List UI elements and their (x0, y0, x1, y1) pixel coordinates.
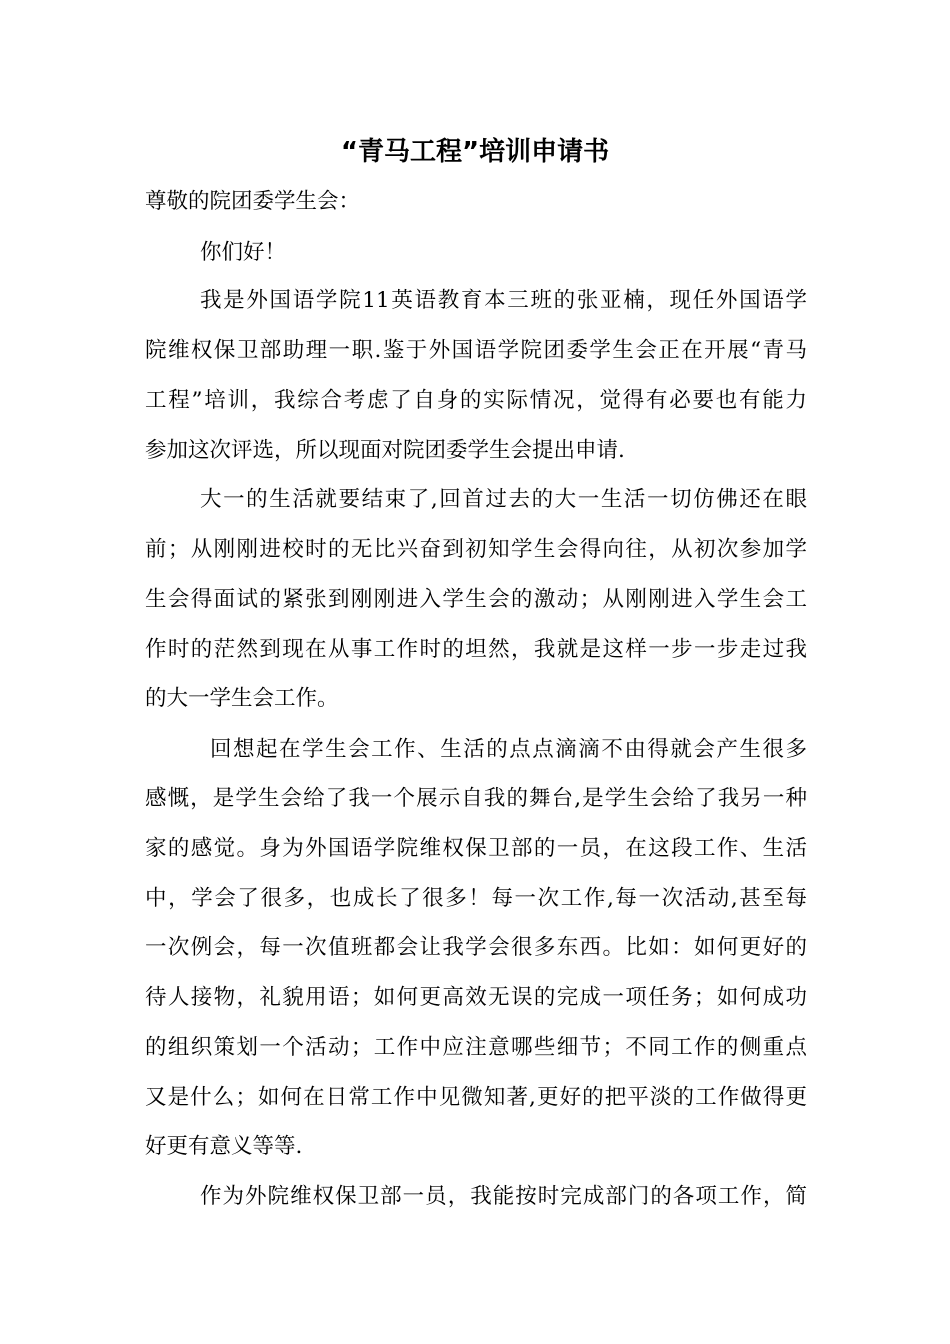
paragraph-3-line-1: 回想起在学生会工作、生活的点点滴滴不由得就会产生很多 (210, 737, 807, 762)
paragraph-2-line-5: 的大一学生会工作。 (145, 686, 339, 711)
paragraph-3-line-8: 又是什么；如何在日常工作中见微知著,更好的把平淡的工作做得更 (145, 1085, 807, 1110)
paragraph-3-line-7: 的组织策划一个活动；工作中应注意哪些细节；不同工作的侧重点 (145, 1035, 807, 1060)
paragraph-3-line-2: 感慨，是学生会给了我一个展示自我的舞台,是学生会给了我另一种 (145, 786, 807, 811)
greeting: 你们好！ (200, 240, 287, 265)
document-title: “青马工程”培训申请书 (340, 137, 610, 167)
paragraph-3-line-9: 好更有意义等等. (145, 1134, 303, 1159)
paragraph-3-line-3: 家的感觉。身为外国语学院维权保卫部的一员，在这段工作、生活 (145, 836, 807, 861)
paragraph-3-line-5: 一次例会，每一次值班都会让我学会很多东西。比如：如何更好的 (145, 935, 807, 960)
paragraph-2-line-4: 作时的茫然到现在从事工作时的坦然，我就是这样一步一步走过我 (145, 637, 807, 662)
paragraph-1-line-4: 参加这次评选，所以现面对院团委学生会提出申请. (145, 438, 625, 463)
paragraph-3-line-4: 中，学会了很多，也成长了很多！每一次工作,每一次活动,甚至每 (145, 886, 807, 911)
paragraph-2-line-1: 大一的生活就要结束了,回首过去的大一生活一切仿佛还在眼 (200, 487, 807, 512)
paragraph-3-line-6: 待人接物，礼貌用语；如何更高效无误的完成一项任务；如何成功 (145, 985, 807, 1010)
paragraph-2-line-3: 生会得面试的紧张到刚刚进入学生会的激动；从刚刚进入学生会工 (145, 587, 807, 612)
paragraph-4-line-1: 作为外院维权保卫部一员，我能按时完成部门的各项工作，简 (200, 1184, 807, 1209)
salutation: 尊敬的院团委学生会： (145, 189, 361, 214)
paragraph-2-line-2: 前；从刚刚进校时的无比兴奋到初知学生会得向往，从初次参加学 (145, 537, 807, 562)
paragraph-1-line-2: 院维权保卫部助理一职.鉴于外国语学院团委学生会正在开展“青马 (145, 338, 807, 363)
paragraph-1-line-3: 工程”培训，我综合考虑了自身的实际情况，觉得有必要也有能力 (145, 388, 807, 413)
paragraph-1-line-1: 我是外国语学院11英语教育本三班的张亚楠，现任外国语学 (200, 288, 807, 313)
